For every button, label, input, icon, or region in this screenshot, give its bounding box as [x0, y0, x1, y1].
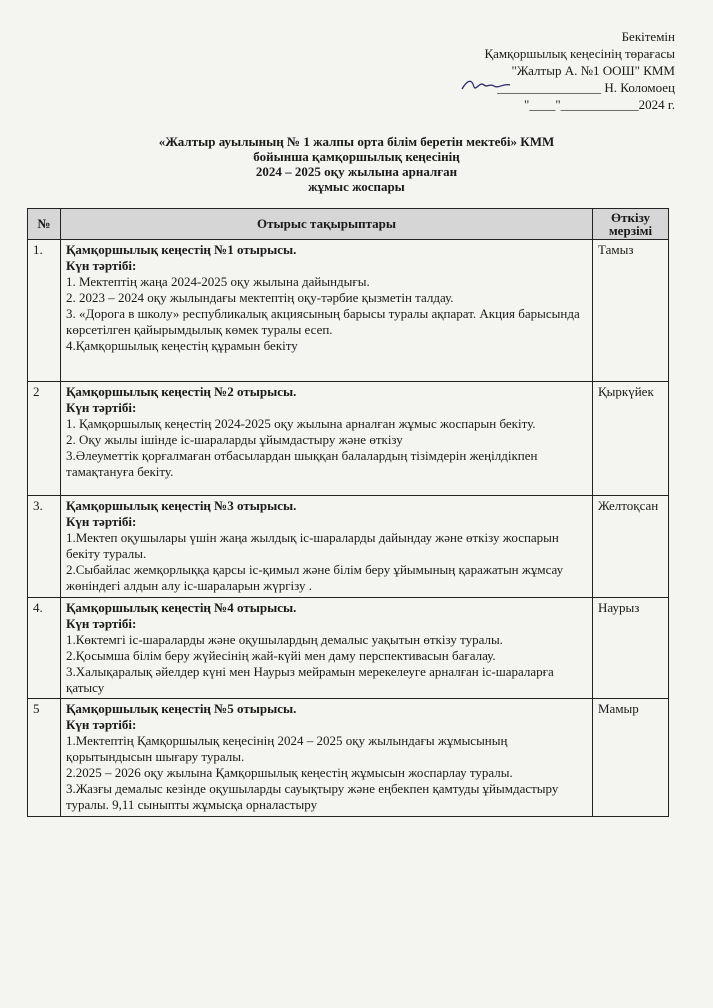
title-line-3: 2024 – 2025 оқу жылына арналған	[255, 164, 458, 179]
table-row	[28, 496, 669, 598]
row-topic	[61, 598, 593, 699]
agenda-item: 1. Қамқоршылық кеңестің 2024-2025 оқу жылына арналған жұмыс жоспарын бекіту.	[66, 416, 536, 431]
row-topic	[61, 496, 593, 598]
header-topic: Отырыс тақырыптары	[61, 209, 593, 240]
meeting-title: Қамқоршылық кеңестің №5 отырысы.	[66, 701, 297, 716]
row-number: 5	[28, 699, 61, 817]
title-line-2: бойынша қамқоршылық кеңесінің	[253, 149, 460, 164]
row-topic	[61, 382, 593, 496]
approval-organization: "Жалтыр А. №1 ООШ" КММ	[511, 63, 675, 78]
approval-date: "____"____________2024 г.	[524, 97, 675, 112]
approval-heading: Бекітемін	[621, 29, 675, 44]
meeting-title: Қамқоршылық кеңестің №1 отырысы.	[66, 242, 297, 257]
row-term: Наурыз	[593, 598, 669, 699]
title-line-1: «Жалтыр ауылының № 1 жалпы орта білім беретін мектебі» КММ	[158, 134, 555, 149]
agenda-item: 4.Қамқоршылық кеңестің құрамын бекіту	[66, 338, 298, 353]
approval-signer-name: Н. Коломоец	[604, 80, 675, 95]
header-term: Өткізу мерзімі	[593, 209, 669, 240]
row-topic	[61, 240, 593, 382]
meeting-title: Қамқоршылық кеңестің №4 отырысы.	[66, 600, 297, 615]
table-row	[28, 240, 669, 382]
table-row	[28, 699, 669, 817]
agenda-item: 2. 2023 – 2024 оқу жылындағы мектептің оқу-тәрбие қызметін талдау.	[66, 290, 454, 305]
row-topic	[61, 699, 593, 817]
agenda-label: Күн тәртібі:	[66, 258, 137, 273]
agenda-item: 2.Қосымша білім беру жүйесінің жай-күйі мен даму перспективасын бағалау.	[66, 648, 496, 663]
title-line-4: жұмыс жоспары	[308, 179, 405, 194]
agenda-label: Күн тәртібі:	[66, 616, 137, 631]
row-number: 1.	[28, 240, 61, 382]
meeting-title: Қамқоршылық кеңестің №3 отырысы.	[66, 498, 297, 513]
agenda-item: 2.Сыбайлас жемқорлыққа қарсы іс-қимыл және білім беру ұйымының қаражатын жұмсау жөніндегі алдын алу іс-шараларын жүргізу .	[66, 562, 564, 593]
row-number: 2	[28, 382, 61, 496]
agenda-item: 1.Көктемгі іс-шараларды және оқушылардың демалыс уақытын өткізу туралы.	[66, 632, 503, 647]
agenda-item: 3.Халықаралық әйелдер күні мен Наурыз мейрамын мерекелеуге арналған іс-шараларға қатысу	[66, 664, 554, 695]
agenda-item: 3.Жазғы демалыс кезінде оқушыларды сауықтыру және еңбекпен қамтуды ұйымдастыру туралы. 9,11 сыныпты жұмысқа орналастыру	[66, 781, 559, 812]
row-term: Қыркүйек	[593, 382, 669, 496]
table-body	[28, 240, 669, 817]
table-row	[28, 598, 669, 699]
table-header-row	[28, 209, 669, 240]
document-title	[0, 134, 713, 194]
agenda-label: Күн тәртібі:	[66, 717, 137, 732]
agenda-item: 1.Мектеп оқушылары үшін жаңа жылдық іс-шараларды дайындау және өткізу жоспарын бекіту туралы.	[66, 530, 559, 561]
approval-position: Қамқоршылық кеңесінің төрағасы	[484, 46, 675, 61]
approval-block	[440, 28, 675, 113]
row-number: 4.	[28, 598, 61, 699]
meeting-plan-table	[27, 208, 669, 817]
agenda-item: 2. Оқу жылы ішінде іс-шараларды ұйымдастыру және өткізу	[66, 432, 403, 447]
row-term: Тамыз	[593, 240, 669, 382]
row-term: Мамыр	[593, 699, 669, 817]
agenda-item: 2.2025 – 2026 оқу жылына Қамқоршылық кеңестің жұмысын жоспарлау туралы.	[66, 765, 513, 780]
agenda-item: 1.Мектептің Қамқоршылық кеңесінің 2024 – 2025 оқу жылындағы жұмысының қорытындысын шығару туралы.	[66, 733, 508, 764]
table-row	[28, 382, 669, 496]
agenda-item: 3.Әлеуметтік қорғалмаған отбасылардан шыққан балалардың тізімдерін жеңілдікпен тамақтануға бекіту.	[66, 448, 538, 479]
signature-underline: ________________	[497, 80, 602, 95]
approval-signature-line	[440, 79, 675, 96]
agenda-label: Күн тәртібі:	[66, 400, 137, 415]
row-term: Желтоқсан	[593, 496, 669, 598]
signature-icon	[460, 77, 512, 93]
header-number: №	[28, 209, 61, 240]
agenda-label: Күн тәртібі:	[66, 514, 137, 529]
meeting-title: Қамқоршылық кеңестің №2 отырысы.	[66, 384, 297, 399]
agenda-item: 1. Мектептің жаңа 2024-2025 оқу жылына дайындығы.	[66, 274, 370, 289]
agenda-item: 3. «Дорога в школу» республикалық акциясының барысы туралы ақпарат. Акция барысында көрсетілген қайырымдылық көмек туралы есеп.	[66, 306, 580, 337]
row-number: 3.	[28, 496, 61, 598]
